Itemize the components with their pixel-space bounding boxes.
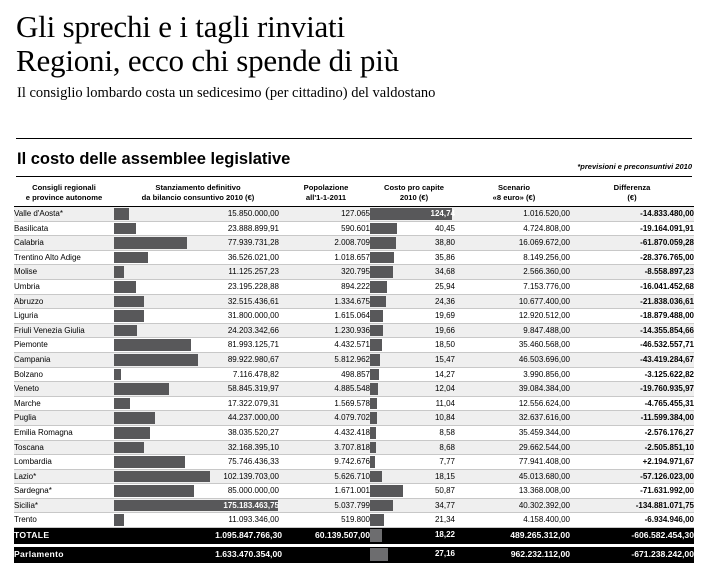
table-row <box>14 250 694 265</box>
column-header-popolazione: Popolazione all'1-1-2011 <box>282 180 370 207</box>
cell-stanziamento <box>114 367 282 382</box>
value-procapite: 18,50 <box>434 340 455 350</box>
value-stanziamento: 23.888.899,91 <box>227 223 279 233</box>
cell-procapite <box>370 265 458 280</box>
bar-total-procapite <box>370 548 388 561</box>
cell-popolazione: 590.601 <box>282 221 370 236</box>
cell-procapite <box>370 411 458 426</box>
table-row <box>14 498 694 513</box>
value-stanziamento: 77.939.731,28 <box>227 238 279 248</box>
bar-stanziamento <box>114 427 150 439</box>
cell-stanziamento <box>114 265 282 280</box>
headline-line-1: Gli sprechi e i tagli rinviati <box>16 9 345 44</box>
bar-procapite <box>370 325 383 337</box>
cell-popolazione: 894.222 <box>282 279 370 294</box>
cell-differenza: -11.599.384,00 <box>570 411 694 426</box>
table-row <box>14 455 694 470</box>
section-title: Il costo delle assemblee legislative <box>17 150 291 168</box>
cell-differenza: -8.558.897,23 <box>570 265 694 280</box>
cell-region: Bolzano <box>14 367 114 382</box>
cell-stanziamento <box>114 294 282 309</box>
cell-scenario: 9.847.488,00 <box>458 323 570 338</box>
value-procapite: 10,84 <box>434 413 455 423</box>
divider-bottom <box>14 561 694 562</box>
cell-differenza: -46.532.557,71 <box>570 338 694 353</box>
cell-popolazione: 4.432.571 <box>282 338 370 353</box>
cell-region: Friuli Venezia Giulia <box>14 323 114 338</box>
bar-stanziamento <box>114 266 124 278</box>
divider-top <box>16 138 692 139</box>
cell-popolazione: 4.885.548 <box>282 382 370 397</box>
cell-stanziamento <box>114 411 282 426</box>
column-header-differenza: Differenza (€) <box>570 180 694 207</box>
table-row <box>14 323 694 338</box>
headline-line-2: Regioni, ecco chi spende di più <box>16 43 399 78</box>
cell-stanziamento <box>114 455 282 470</box>
cell-procapite <box>370 294 458 309</box>
table-row <box>14 236 694 251</box>
cell-region: Umbria <box>14 279 114 294</box>
bar-stanziamento <box>114 471 210 483</box>
value-stanziamento: 32.168.395,10 <box>227 442 279 452</box>
bar-stanziamento <box>114 223 136 235</box>
cell-stanziamento <box>114 352 282 367</box>
table-row <box>14 279 694 294</box>
table-row <box>14 367 694 382</box>
value-procapite: 14,27 <box>434 369 455 379</box>
data-table <box>14 180 694 563</box>
cell-stanziamento <box>114 425 282 440</box>
cell-differenza: -6.934.946,00 <box>570 513 694 528</box>
bar-stanziamento <box>114 485 194 497</box>
value-stanziamento: 17.322.079,31 <box>227 398 279 408</box>
bar-procapite <box>370 296 386 308</box>
cell-differenza: -14.355.854,66 <box>570 323 694 338</box>
bar-procapite <box>370 252 394 264</box>
cell-procapite <box>370 323 458 338</box>
table-row <box>14 207 694 222</box>
cell-scenario: 46.503.696,00 <box>458 352 570 367</box>
bar-stanziamento <box>114 456 185 468</box>
cell-procapite <box>370 425 458 440</box>
cell-scenario: 4.724.808,00 <box>458 221 570 236</box>
cell-region: Piemonte <box>14 338 114 353</box>
cell-stanziamento <box>114 309 282 324</box>
cell-differenza: -18.879.488,00 <box>570 309 694 324</box>
value-stanziamento: 24.203.342,66 <box>227 325 279 335</box>
value-stanziamento: 44.237.000,00 <box>227 413 279 423</box>
cell-procapite <box>370 250 458 265</box>
value-procapite: 34,68 <box>434 267 455 277</box>
value-procapite: 7,77 <box>439 457 455 467</box>
cell-differenza: -57.126.023,00 <box>570 469 694 484</box>
cell-differenza: -2.505.851,10 <box>570 440 694 455</box>
bar-stanziamento <box>114 442 144 454</box>
value-stanziamento: 36.526.021,00 <box>227 252 279 262</box>
table-body <box>14 207 694 563</box>
table-row <box>14 382 694 397</box>
cell-scenario: 1.016.520,00 <box>458 207 570 222</box>
cell-stanziamento <box>114 236 282 251</box>
cell-popolazione: 320.795 <box>282 265 370 280</box>
cell-procapite <box>370 513 458 528</box>
value-procapite: 24,36 <box>434 296 455 306</box>
cell-scenario: 8.149.256,00 <box>458 250 570 265</box>
cell-region: Valle d'Aosta* <box>14 207 114 222</box>
value-stanziamento: 23.195.228,88 <box>227 281 279 291</box>
cell-total-popolazione: 60.139.507,00 <box>282 528 370 544</box>
bar-procapite <box>370 500 393 512</box>
value-stanziamento: 38.035.520,27 <box>227 427 279 437</box>
bar-stanziamento <box>114 281 136 293</box>
cell-popolazione: 1.334.675 <box>282 294 370 309</box>
table-header-row <box>14 180 694 207</box>
cell-scenario: 40.302.392,00 <box>458 498 570 513</box>
value-stanziamento: 58.845.319,97 <box>227 384 279 394</box>
cell-procapite <box>370 309 458 324</box>
table-row <box>14 309 694 324</box>
value-procapite: 8,68 <box>439 442 455 452</box>
bar-stanziamento <box>114 398 130 410</box>
cell-procapite <box>370 338 458 353</box>
cell-procapite <box>370 396 458 411</box>
cell-procapite <box>370 498 458 513</box>
value-stanziamento: 11.093.346,00 <box>228 515 279 525</box>
value-procapite: 21,34 <box>434 515 455 525</box>
cell-differenza: -19.164.091,91 <box>570 221 694 236</box>
bar-stanziamento <box>114 325 137 337</box>
bar-stanziamento <box>114 208 129 220</box>
bar-procapite <box>370 398 377 410</box>
cell-region: Molise <box>14 265 114 280</box>
cell-region: Liguria <box>14 309 114 324</box>
cell-differenza: -43.419.284,67 <box>570 352 694 367</box>
cell-procapite <box>370 221 458 236</box>
cell-scenario: 7.153.776,00 <box>458 279 570 294</box>
cell-scenario: 4.158.400,00 <box>458 513 570 528</box>
cell-scenario: 16.069.672,00 <box>458 236 570 251</box>
cell-differenza: -16.041.452,68 <box>570 279 694 294</box>
bar-procapite <box>370 266 393 278</box>
cell-procapite <box>370 367 458 382</box>
cell-stanziamento <box>114 513 282 528</box>
cell-popolazione: 1.018.657 <box>282 250 370 265</box>
cell-stanziamento <box>114 484 282 499</box>
bar-procapite <box>370 339 382 351</box>
cell-differenza: -3.125.622,82 <box>570 367 694 382</box>
cell-region: Emilia Romagna <box>14 425 114 440</box>
bar-procapite <box>370 310 383 322</box>
bar-procapite <box>370 412 377 424</box>
bar-procapite <box>370 427 376 439</box>
bar-procapite <box>370 281 387 293</box>
cell-region: Sicilia* <box>14 498 114 513</box>
table-row <box>14 352 694 367</box>
bar-procapite <box>370 354 380 366</box>
bar-procapite <box>370 442 376 454</box>
column-header-scenario: Scenario «8 euro» (€) <box>458 180 570 207</box>
cell-scenario: 10.677.400,00 <box>458 294 570 309</box>
column-header-procapite: Costo pro capite 2010 (€) <box>370 180 458 207</box>
cell-procapite <box>370 236 458 251</box>
value-stanziamento: 89.922.980,67 <box>227 354 279 364</box>
cell-popolazione: 5.037.799 <box>282 498 370 513</box>
cell-popolazione: 9.742.676 <box>282 455 370 470</box>
cell-differenza: -21.838.036,61 <box>570 294 694 309</box>
table-row <box>14 440 694 455</box>
cell-popolazione: 2.008.709 <box>282 236 370 251</box>
cell-popolazione: 5.812.962 <box>282 352 370 367</box>
bar-procapite <box>370 471 382 483</box>
page <box>0 10 708 566</box>
value-procapite: 19,66 <box>434 325 455 335</box>
cell-differenza: -134.881.071,75 <box>570 498 694 513</box>
bar-procapite <box>370 456 375 468</box>
value-procapite: 18,15 <box>434 471 455 481</box>
table-row <box>14 221 694 236</box>
cell-stanziamento <box>114 498 282 513</box>
cell-scenario: 45.013.680,00 <box>458 469 570 484</box>
value-stanziamento: 11.125.257,23 <box>228 267 279 277</box>
cell-stanziamento <box>114 338 282 353</box>
cell-stanziamento <box>114 250 282 265</box>
cell-region: Veneto <box>14 382 114 397</box>
column-header-region: Consigli regionali e province autonome <box>14 180 114 207</box>
value-stanziamento: 15.850.000,00 <box>227 209 279 218</box>
cell-popolazione: 127.065 <box>282 207 370 222</box>
cell-stanziamento <box>114 440 282 455</box>
value-stanziamento: 75.746.436,33 <box>227 457 279 467</box>
column-header-stanziamento: Stanziamento definitivo da bilancio consuntivo 2010 (€) <box>114 180 282 207</box>
cell-differenza: -61.870.059,28 <box>570 236 694 251</box>
cell-scenario: 77.941.408,00 <box>458 455 570 470</box>
cell-stanziamento <box>114 221 282 236</box>
cell-region: Abruzzo <box>14 294 114 309</box>
value-procapite: 25,94 <box>434 281 455 291</box>
cell-popolazione: 4.079.702 <box>282 411 370 426</box>
subheadline: Il consiglio lombardo costa un sedicesimo (per cittadino) del valdostano <box>17 85 436 101</box>
bar-total-procapite <box>370 529 382 542</box>
cell-procapite <box>370 469 458 484</box>
bar-stanziamento <box>114 383 169 395</box>
cell-procapite <box>370 382 458 397</box>
cell-total-label: Parlamento <box>14 547 114 563</box>
value-stanziamento: 81.993.125,71 <box>227 340 279 350</box>
cell-stanziamento <box>114 469 282 484</box>
bar-procapite <box>370 514 384 526</box>
page-title <box>16 10 686 78</box>
bar-stanziamento <box>114 369 121 381</box>
table-row <box>14 513 694 528</box>
cell-scenario: 12.556.624,00 <box>458 396 570 411</box>
table-total-row <box>14 528 694 544</box>
value-procapite: 38,80 <box>434 238 455 248</box>
cell-region: Campania <box>14 352 114 367</box>
table-row <box>14 484 694 499</box>
cell-popolazione: 519.800 <box>282 513 370 528</box>
cell-stanziamento <box>114 382 282 397</box>
cell-stanziamento <box>114 279 282 294</box>
cell-popolazione: 1.615.064 <box>282 309 370 324</box>
bar-procapite <box>370 369 379 381</box>
bar-stanziamento <box>114 339 191 351</box>
legislative-cost-table <box>14 180 694 563</box>
cell-region: Marche <box>14 396 114 411</box>
cell-stanziamento <box>114 323 282 338</box>
value-procapite: 50,87 <box>434 486 455 496</box>
value-stanziamento: 31.800.000,00 <box>227 311 279 321</box>
cell-procapite <box>370 279 458 294</box>
cell-popolazione: 5.626.710 <box>282 469 370 484</box>
cell-total-differenza: -671.238.242,00 <box>570 547 694 563</box>
value-stanziamento: 175.183.463,75 <box>223 500 279 510</box>
bar-stanziamento <box>114 252 148 264</box>
bar-procapite <box>370 485 403 497</box>
table-row <box>14 294 694 309</box>
value-stanziamento: 85.000.000,00 <box>227 486 279 496</box>
bar-procapite <box>370 223 397 235</box>
cell-procapite <box>370 484 458 499</box>
cell-scenario: 35.459.344,00 <box>458 425 570 440</box>
bar-stanziamento <box>114 412 155 424</box>
value-procapite: 35,86 <box>434 252 455 262</box>
cell-region: Trentino Alto Adige <box>14 250 114 265</box>
cell-popolazione: 4.432.418 <box>282 425 370 440</box>
cell-region: Basilicata <box>14 221 114 236</box>
cell-stanziamento <box>114 396 282 411</box>
cell-popolazione: 3.707.818 <box>282 440 370 455</box>
cell-scenario: 12.920.512,00 <box>458 309 570 324</box>
cell-differenza: -14.833.480,00 <box>570 207 694 222</box>
cell-scenario: 35.460.568,00 <box>458 338 570 353</box>
bar-procapite <box>370 383 378 395</box>
cell-total-procapite <box>370 528 458 544</box>
cell-region: Lazio* <box>14 469 114 484</box>
value-procapite: 11,04 <box>435 398 455 408</box>
cell-popolazione: 1.569.578 <box>282 396 370 411</box>
cell-scenario: 32.637.616,00 <box>458 411 570 426</box>
table-row <box>14 411 694 426</box>
cell-scenario: 39.084.384,00 <box>458 382 570 397</box>
table-row <box>14 425 694 440</box>
cell-scenario: 29.662.544,00 <box>458 440 570 455</box>
bar-stanziamento <box>114 296 144 308</box>
bar-stanziamento <box>114 310 144 322</box>
cell-differenza: -2.576.176,27 <box>570 425 694 440</box>
cell-total-scenario: 962.232.112,00 <box>458 547 570 563</box>
cell-differenza: -4.765.455,31 <box>570 396 694 411</box>
value-procapite: 124,74 <box>430 209 455 218</box>
table-row <box>14 396 694 411</box>
table-row <box>14 338 694 353</box>
cell-differenza: +2.194.971,67 <box>570 455 694 470</box>
cell-popolazione: 1.230.936 <box>282 323 370 338</box>
cell-differenza: -28.376.765,00 <box>570 250 694 265</box>
cell-region: Toscana <box>14 440 114 455</box>
value-procapite: 15,47 <box>434 354 455 364</box>
table-row <box>14 469 694 484</box>
cell-procapite <box>370 352 458 367</box>
value-stanziamento: 102.139.703,00 <box>223 471 279 481</box>
cell-region: Trento <box>14 513 114 528</box>
cell-total-differenza: -606.582.454,30 <box>570 528 694 544</box>
divider-section <box>16 176 692 177</box>
cell-scenario: 2.566.360,00 <box>458 265 570 280</box>
value-procapite: 12,04 <box>434 384 455 394</box>
bar-stanziamento <box>114 237 187 249</box>
cell-procapite <box>370 440 458 455</box>
cell-total-stanziamento: 1.095.847.766,30 <box>114 528 282 544</box>
value-total-procapite: 18,22 <box>434 530 455 540</box>
cell-differenza: -71.631.992,00 <box>570 484 694 499</box>
cell-total-scenario: 489.265.312,00 <box>458 528 570 544</box>
cell-total-stanziamento: 1.633.470.354,00 <box>114 547 282 563</box>
bar-stanziamento <box>114 354 198 366</box>
value-procapite: 34,77 <box>434 500 455 510</box>
forecast-note: *previsioni e preconsuntivi 2010 <box>577 162 692 171</box>
cell-procapite <box>370 455 458 470</box>
bar-procapite <box>370 237 396 249</box>
value-procapite: 40,45 <box>434 223 455 233</box>
value-total-procapite: 27,16 <box>434 549 455 559</box>
cell-stanziamento <box>114 207 282 222</box>
cell-region: Lombardia <box>14 455 114 470</box>
cell-popolazione: 1.671.001 <box>282 484 370 499</box>
cell-differenza: -19.760.935,97 <box>570 382 694 397</box>
value-procapite: 19,69 <box>434 311 455 321</box>
value-procapite: 8,58 <box>439 427 455 437</box>
cell-total-label: TOTALE <box>14 528 114 544</box>
value-stanziamento: 32.515.436,61 <box>227 296 279 306</box>
cell-popolazione: 498.857 <box>282 367 370 382</box>
cell-region: Calabria <box>14 236 114 251</box>
cell-region: Sardegna* <box>14 484 114 499</box>
bar-stanziamento <box>114 514 124 526</box>
cell-procapite <box>370 207 458 222</box>
table-row <box>14 265 694 280</box>
cell-region: Puglia <box>14 411 114 426</box>
cell-scenario: 3.990.856,00 <box>458 367 570 382</box>
value-stanziamento: 7.116.478,82 <box>232 369 279 379</box>
cell-scenario: 13.368.008,00 <box>458 484 570 499</box>
